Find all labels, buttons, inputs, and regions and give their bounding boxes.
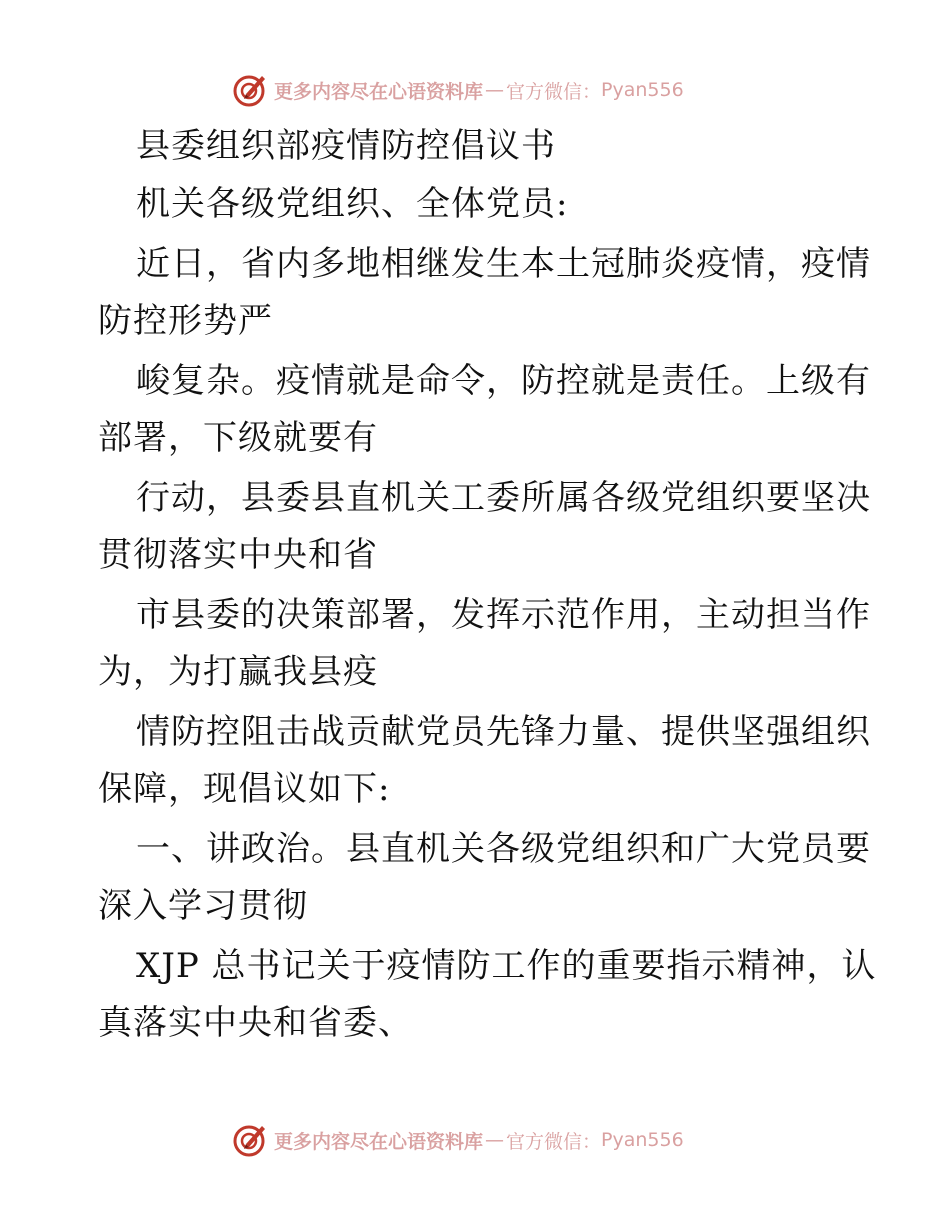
- paragraph-line: 部署，下级就要有: [98, 418, 378, 458]
- watermark-dash: —: [485, 79, 505, 101]
- paragraph-line: 真落实中央和省委、: [98, 1003, 413, 1043]
- footer-watermark: [232, 1120, 684, 1160]
- paragraph-line: 保障，现倡议如下:: [98, 769, 391, 809]
- paragraph-line: XJP 总书记关于疫情防工作的重要指示精神，认: [136, 946, 877, 986]
- watermark-contact-id: Pyan556: [601, 1129, 684, 1151]
- salutation: 机关各级党组织、全体党员:: [136, 184, 569, 224]
- watermark-slogan: 更多内容尽在心语资料库: [274, 1130, 484, 1153]
- watermark-contact-label: 官方微信：: [506, 80, 602, 103]
- paragraph-line: 峻复杂。疫情就是命令，防控就是责任。上级有: [136, 361, 871, 401]
- paragraph-line: 市县委的决策部署，发挥示范作用，主动担当作: [136, 595, 871, 635]
- paragraph-line: 情防控阻击战贡献党员先锋力量、提供坚强组织: [136, 712, 871, 752]
- watermark-contact-id: Pyan556: [601, 79, 684, 101]
- quill-logo-icon: [232, 72, 268, 108]
- document-title: 县委组织部疫情防控倡议书: [136, 126, 556, 166]
- paragraph-line: 深入学习贯彻: [98, 886, 308, 926]
- paragraph-line: 为，为打赢我县疫: [98, 652, 378, 692]
- paragraph-line: 行动，县委县直机关工委所属各级党组织要坚决: [136, 478, 871, 518]
- watermark-contact-label: 官方微信：: [506, 1130, 602, 1153]
- watermark-dash: —: [485, 1129, 505, 1151]
- paragraph-line: 贯彻落实中央和省: [98, 535, 378, 575]
- header-watermark: [232, 70, 684, 110]
- watermark-slogan: 更多内容尽在心语资料库: [274, 80, 484, 103]
- paragraph-line: 防控形势严: [98, 301, 273, 341]
- paragraph-line: 一、讲政治。县直机关各级党组织和广大党员要: [136, 829, 871, 869]
- quill-logo-icon: [232, 1122, 268, 1158]
- paragraph-line: 近日，省内多地相继发生本土冠肺炎疫情，疫情: [136, 244, 871, 284]
